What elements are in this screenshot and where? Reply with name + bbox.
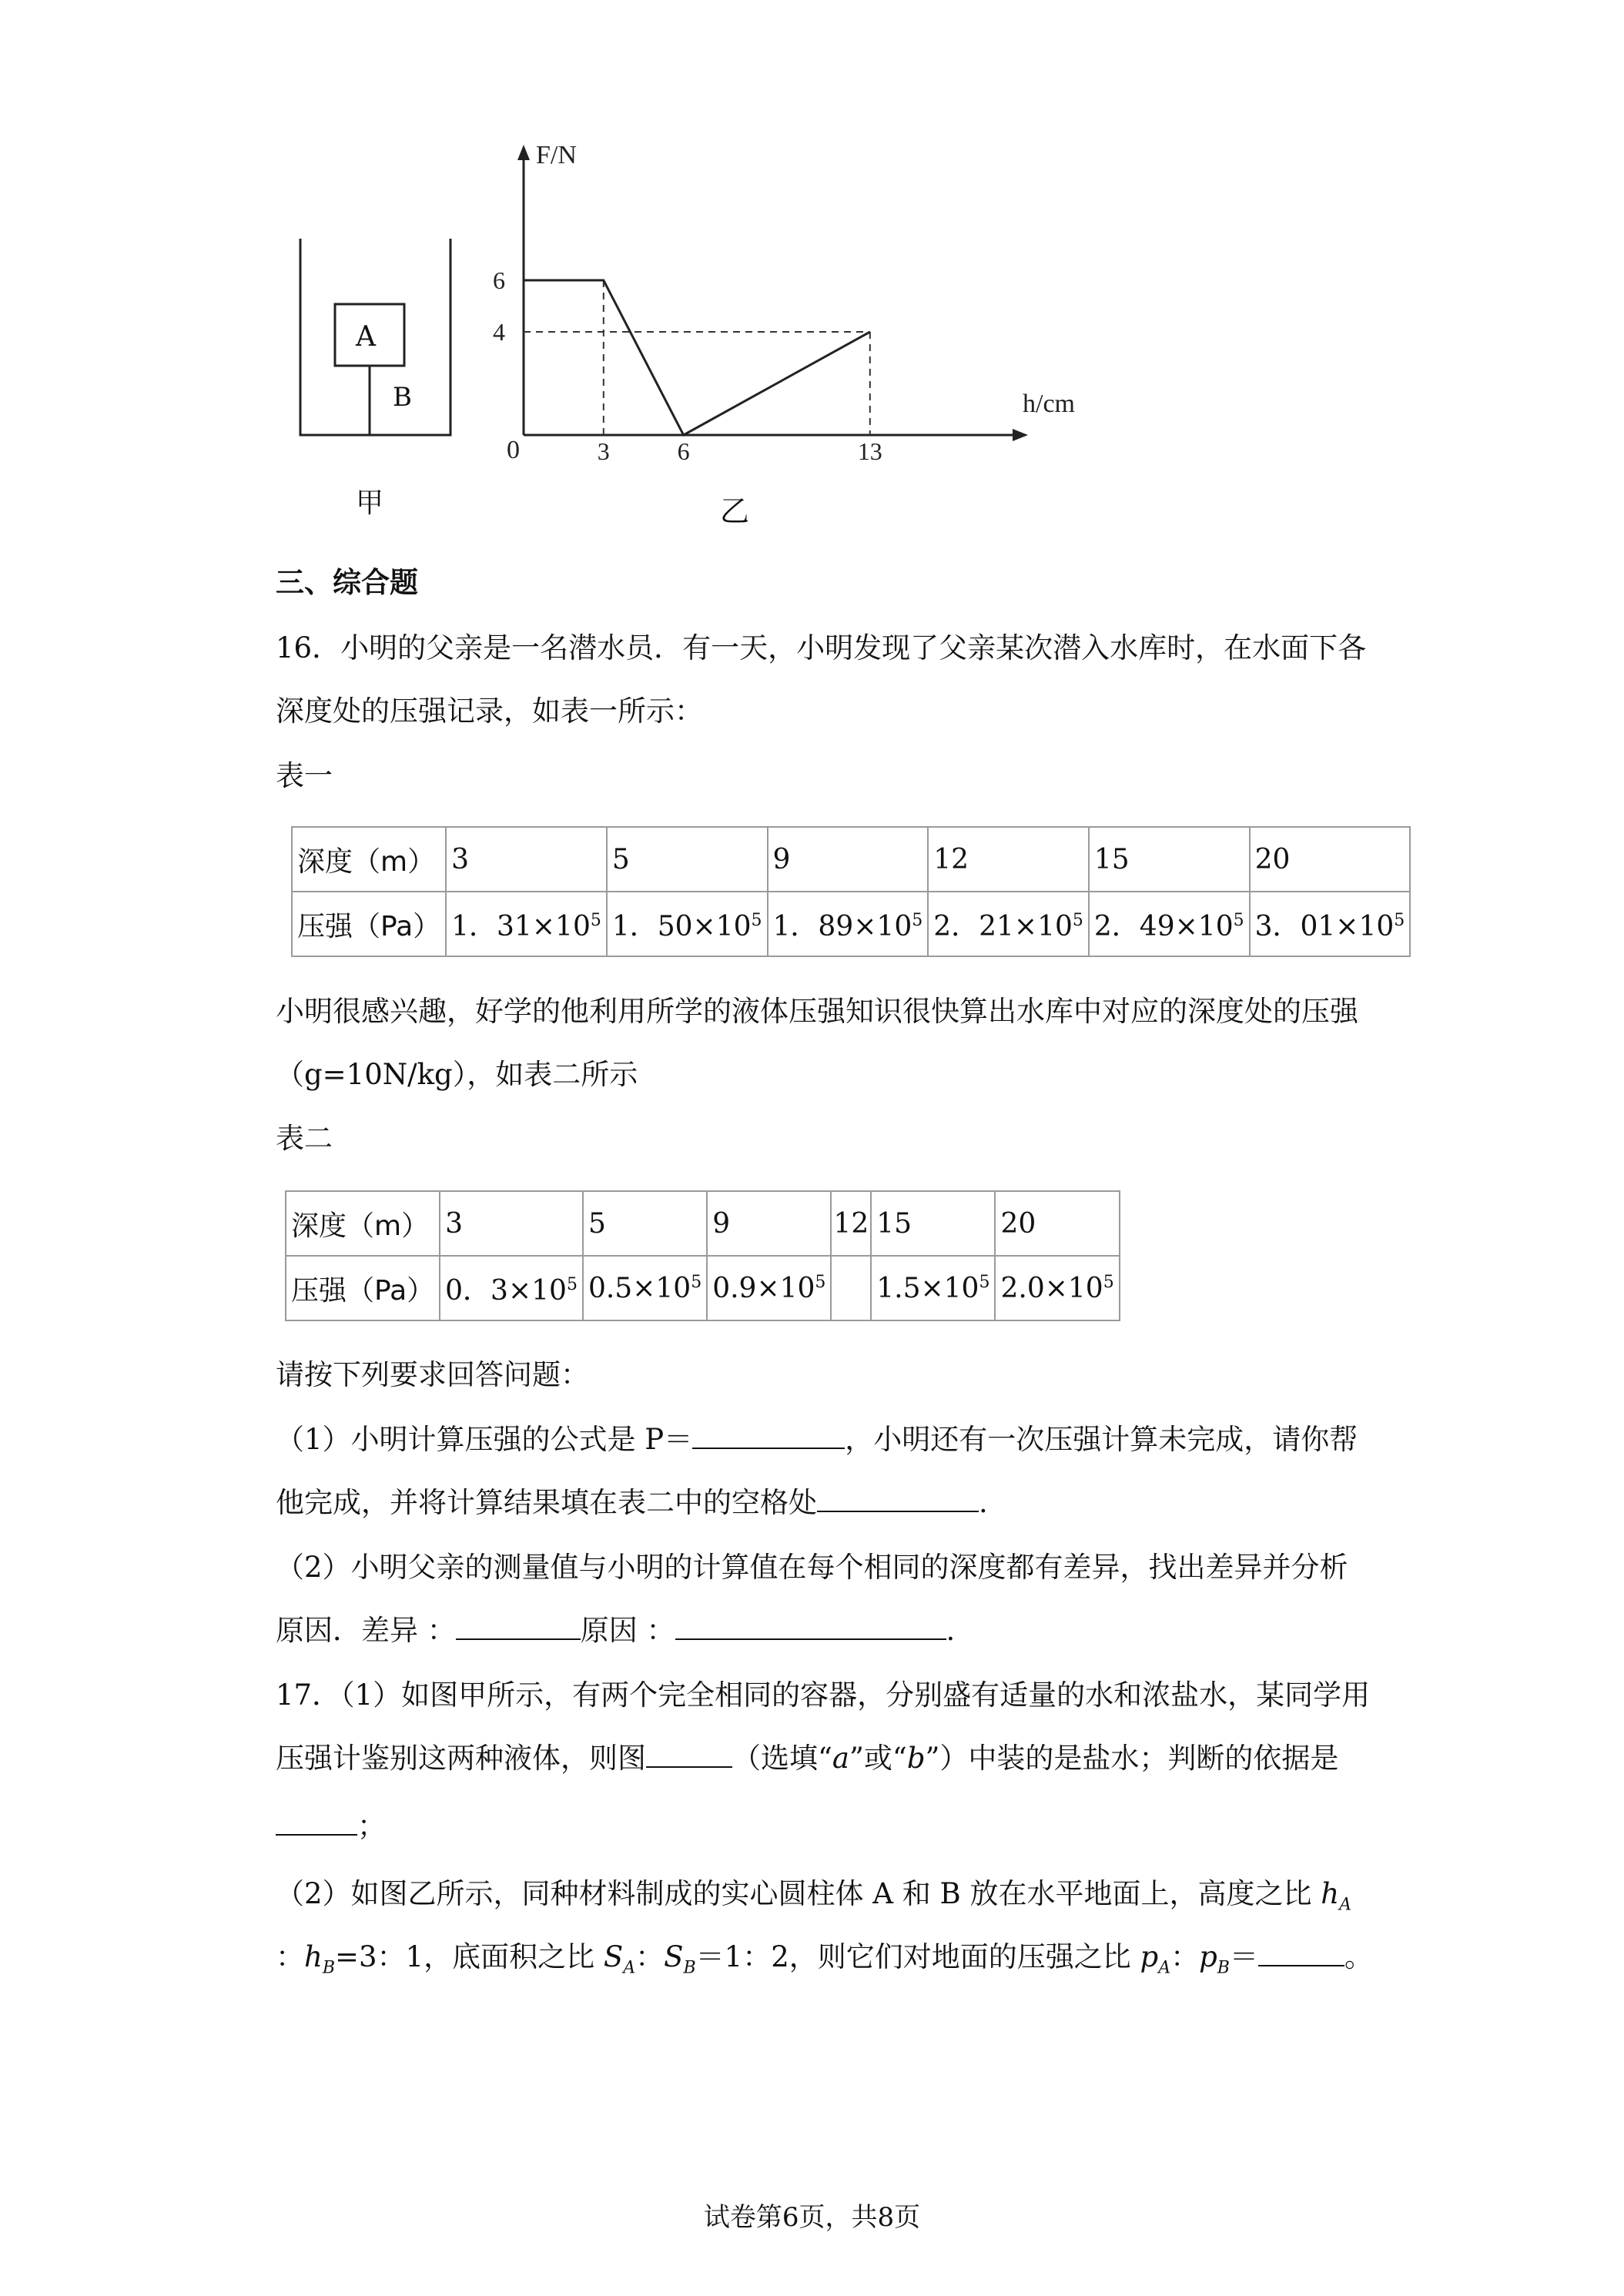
table-cell [583,1256,707,1320]
exponent: 5 [691,1272,702,1292]
figure-yi-caption: 乙 [720,494,750,528]
text-span: . [979,1486,988,1519]
sub-a: A [623,1958,636,1978]
sub-b: B [322,1958,336,1978]
answer-blank [675,1612,946,1640]
table-cell [768,892,929,956]
table-cell [607,892,768,956]
figure-yi-chart [462,131,1109,531]
var-h: h [1321,1877,1340,1910]
sub-a: A [1339,1895,1351,1915]
table-cell: 深度（m） [292,827,446,892]
exponent: 5 [815,1272,826,1292]
answer-blank [276,1808,357,1836]
table-cell: 12 [831,1191,871,1256]
pressure-value: 1.5×10 [876,1272,979,1304]
text-span: （1）小明计算压强的公式是 P＝ [276,1423,693,1456]
y-tick-label: 4 [493,318,505,346]
table-cell: 20 [1250,827,1411,892]
table-cell: 15 [1089,827,1250,892]
text-span: 压强计鉴别这两种液体，则图 [276,1742,646,1775]
q17-line1: 17．（1）如图甲所示，有两个完全相同的容器，分别盛有适量的水和浓盐水，某同学用 [276,1678,1371,1712]
y-axis-label: F/N [536,141,577,169]
text-span: ； [357,1809,386,1842]
q16-mid-line1: 小明很感兴趣，好学的他利用所学的液体压强知识很快算出水库中对应的深度处的压强 [276,995,1358,1028]
q17-line2 [276,1740,1338,1777]
series-line [524,280,870,435]
sub-b: B [683,1958,696,1978]
table-cell: 9 [707,1191,831,1256]
exponent: 5 [979,1272,990,1292]
q17-line3 [276,1808,386,1845]
exponent: 5 [1103,1272,1114,1292]
pressure-value: 1．31×10 [451,910,591,942]
var-s: S [603,1940,624,1973]
table-cell [995,1256,1119,1320]
q16-part2-line1: （2）小明父亲的测量值与小明的计算值在每个相同的深度都有差异，找出差异并分析 [276,1551,1348,1584]
var-p: p [1199,1940,1217,1973]
page-footer: 试卷第6页，共8页 [703,2202,921,2233]
q16-stem-line1: 16．小明的父亲是一名潜水员．有一天，小明发现了父亲某次潜入水库时，在水面下各 [276,631,1367,664]
table-row [292,827,1410,892]
answer-blank [817,1484,979,1512]
sub-b: B [1217,1958,1230,1978]
table-row [292,892,1410,956]
text-span: ，小明还有一次压强计算未完成，请你帮 [845,1423,1358,1456]
pressure-value: 2.0×10 [1000,1272,1103,1304]
answer-blank [456,1612,581,1640]
text-span: ： [635,1940,665,1973]
table-cell: 15 [871,1191,995,1256]
text-span: ＝ [1229,1940,1258,1973]
text-span: ＝1：2，则它们对地面的压强之比 [695,1940,1140,1973]
table-one [291,826,1411,957]
q16-ask: 请按下列要求回答问题： [276,1358,589,1391]
q17-line4 [276,1876,1351,1923]
pressure-value: 1．50×10 [611,910,752,942]
sub-a: A [1158,1958,1171,1978]
text-span: 。 [1344,1940,1373,1973]
text-span: （选填“ [732,1742,832,1775]
q17-line5 [276,1939,1373,1986]
table-cell: 3 [446,827,607,892]
table2-title: 表二 [276,1122,333,1155]
y-tick-label: 6 [493,266,505,294]
pressure-value: 1．89×10 [772,910,912,942]
text-span: ”）中装的是盐水；判断的依据是 [925,1742,1339,1775]
y-axis-arrow [517,145,530,160]
table-cell: 12 [928,827,1089,892]
table-cell: 3 [440,1191,583,1256]
text-span: ： [276,1940,304,1973]
text-span: 原因．差异 ： [276,1614,456,1647]
option-a: a [832,1742,849,1775]
rope-b-label: B [393,382,412,413]
table-cell: 深度（m） [286,1191,440,1256]
option-b: b [906,1742,926,1775]
table-cell [1250,892,1411,956]
table-cell [871,1256,995,1320]
table-cell: 20 [995,1191,1119,1256]
exponent: 5 [912,910,923,930]
text-span: =3：1，底面积之比 [335,1940,604,1973]
pressure-value: 0．3×10 [445,1274,567,1307]
var-p: p [1140,1940,1159,1973]
exponent: 5 [590,910,601,930]
table-cell [928,892,1089,956]
table-row [286,1191,1120,1256]
pressure-value: 0.9×10 [712,1272,815,1304]
table-cell [707,1256,831,1320]
x-axis-arrow [1013,429,1028,441]
exponent: 5 [1072,910,1083,930]
table-two [285,1190,1120,1321]
origin-label: 0 [507,436,520,464]
table-cell: 压强（Pa） [286,1256,440,1320]
table-cell: 9 [768,827,929,892]
exponent: 5 [1394,910,1405,930]
exponent: 5 [751,910,762,930]
pressure-value: 2．49×10 [1093,910,1234,942]
section-title: 三、综合题 [276,565,418,599]
answer-blank [692,1421,845,1449]
var-s: S [664,1940,684,1973]
answer-blank [646,1740,732,1768]
q16-part1-line2 [276,1484,988,1521]
table-cell [1089,892,1250,956]
table-cell: 压强（Pa） [292,892,446,956]
text-span: 原因 ： [580,1614,675,1647]
pressure-value: 2．21×10 [933,910,1073,942]
x-tick-label: 3 [597,437,610,465]
x-axis-label: h/cm [1023,390,1075,418]
x-tick-label: 6 [677,437,690,465]
text-span: 他完成，并将计算结果填在表二中的空格处 [276,1486,817,1519]
pressure-value: 0.5×10 [588,1272,691,1304]
table-cell: 5 [583,1191,707,1256]
text-span: ： [1170,1940,1200,1973]
q16-stem-line2: 深度处的压强记录，如表一所示： [276,694,703,728]
exponent: 5 [566,1274,578,1294]
q16-part2-line2 [276,1612,955,1649]
table-cell [446,892,607,956]
x-tick-label: 13 [857,437,882,465]
block-a-label: A [356,321,376,353]
table-cell: 5 [607,827,768,892]
table-row [286,1256,1120,1320]
var-h: h [304,1940,323,1973]
table-cell [440,1256,583,1320]
figure-jia-caption: 甲 [356,487,384,519]
table-cell-blank [831,1256,871,1320]
exponent: 5 [1233,910,1244,930]
pressure-value: 3．01×10 [1254,910,1395,942]
text-span: . [946,1614,956,1647]
text-span: （2）如图乙所示，同种材料制成的实心圆柱体 A 和 B 放在水平地面上，高度之比 [276,1877,1321,1910]
answer-blank [1258,1939,1344,1966]
table1-title: 表一 [276,759,333,792]
q16-part1-line1 [276,1421,1358,1458]
text-span: ”或“ [849,1742,907,1775]
q16-mid-line2: （g=10N/kg），如表二所示 [276,1058,638,1091]
